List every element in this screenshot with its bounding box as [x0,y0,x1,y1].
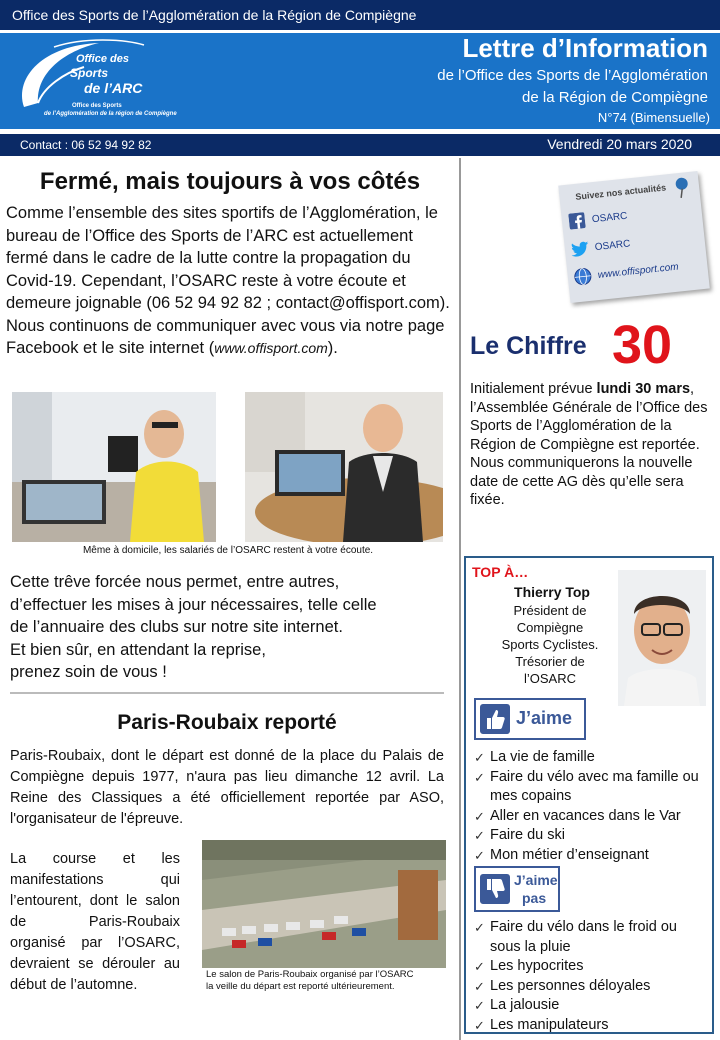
role-line-1: Président de [513,603,587,618]
logo-text-3: de l’ARC [84,80,143,96]
website-link[interactable]: www.offisport.com [214,340,328,356]
chiffre-label: Le Chiffre [470,332,587,360]
article-body-ferme [6,202,452,360]
list-item [474,826,710,846]
dislike-item-text: La jalousie [490,997,560,1013]
social-links-card [558,171,710,303]
top-person-name: Thierry Top [514,584,590,600]
treve-line-2: d’effectuer les mises à jour nécessaires, telle celle [10,595,377,614]
social-heading: Suivez nos actualités [574,182,667,202]
facebook-label: OSARC [591,210,628,225]
issue-number: N°74 (Bimensuelle) [597,110,710,125]
article-title-paris-roubaix: Paris-Roubaix reporté [117,711,337,734]
article-title-ferme: Fermé, mais toujours à vos côtés [39,168,421,195]
list-item [474,748,710,768]
issue-date: Vendredi 20 mars 2020 [547,136,692,152]
photo-employee-1 [12,392,216,542]
dislike-label-2: pas [522,890,547,906]
twitter-link[interactable] [570,234,631,258]
dislike-item-text: Faire du vélo dans le froid ou sous la pluie [490,919,677,955]
globe-icon [573,267,593,287]
chiffre-text-post: , l’Assemblée Générale de l’Office des Sports de l’Agglomération de la Région de Compiègne est reportée. Nous communiquerons la nouvelle date de cette AG dès qu’elle sera fixée. [470,381,708,508]
like-item-text: Faire du ski [490,827,565,843]
like-label: J’aime [516,708,573,728]
info-bar [0,134,720,156]
article-body-text: Comme l’ensemble des sites sportifs de l’Agglomération, le bureau de l’Office des Sports de l’ARC est actuellement fermé dans le cadre de la lutte contre la propagation du Covid-19. Cependant, l’OSARC reste à votre écoute et demeure joignable (06 52 94 92 82 ; contact@offisport.com). Nous continuons de communiquer avec vous via notre page Facebook et le site internet ( [6,204,450,357]
photo-caption-salon [206,969,446,993]
website-social-label: www.offisport.com [597,261,680,281]
checkmark-icon: ✓ [474,959,485,974]
treve-line-5: prenez soin de vous ! [10,663,167,681]
likes-list [474,748,710,865]
top-person-photo [618,570,706,706]
like-item-text: Aller en vacances dans le Var [490,807,681,824]
newsletter-subtitle-1: de l’Office des Sports de l’Agglomération [437,67,708,84]
article-body-treve [10,571,450,684]
checkmark-icon: ✓ [474,920,485,935]
checkmark-icon: ✓ [474,808,485,824]
org-topbar [0,0,720,30]
list-item [474,957,710,977]
logo-small-2: de l’Agglomération de la région de Compiègne [44,111,177,117]
org-name: Office des Sports de l’Agglomération de la Région de Compiègne [12,7,417,23]
role-line-2: Compiègne [516,620,584,635]
list-item [474,977,710,997]
checkmark-icon: ✓ [474,847,485,863]
top-a-box [464,556,714,1034]
article-body-paris-roubaix-2: La course et les manifestations qui l’entourent, dont le salon de Paris-Roubaix organisé par l’OSARC, devraient se dérouler au début de l’automne. [10,851,180,993]
chiffre-number: 30 [612,315,673,375]
dislike-label-1: J’aime [514,872,558,888]
role-line-3: Sports Cyclistes. [501,637,599,652]
top-a-title: TOP À… [472,564,529,580]
logo-text-2: Sports [70,66,109,80]
chiffre-text [470,380,710,510]
list-item [474,768,710,807]
logo-small-1: Office des Sports [72,103,122,109]
osarc-logo [14,37,184,123]
website-social-link[interactable] [573,258,679,287]
treve-line-4: Et bien sûr, en attendant la reprise, [10,640,266,659]
like-item-text: Mon métier d’enseignant [490,846,649,863]
list-item [474,807,710,827]
column-divider [459,158,461,1040]
contact-phone: Contact : 06 52 94 92 82 [20,138,152,152]
list-item [474,918,710,957]
treve-line-1: Cette trêve forcée nous permet, entre autres, [10,573,340,591]
role-line-5: l’OSARC [523,671,576,686]
like-item-text: La vie de famille [490,749,595,765]
checkmark-icon: ✓ [474,769,485,785]
caption-salon-line-1: Le salon de Paris-Roubaix organisé par l’OSARC [206,969,414,980]
dislikes-list [474,918,710,1035]
checkmark-icon: ✓ [474,828,485,843]
thumbs-down-icon [480,874,510,909]
newsletter-title: Lettre d’Information [462,33,708,63]
facebook-link[interactable] [567,207,628,231]
role-line-4: Trésorier de [515,654,585,669]
dislike-item-text: Les personnes déloyales [490,977,651,994]
header-banner [0,33,720,129]
treve-line-3: de l’annuaire des clubs sur notre site internet. [10,618,343,636]
photo-caption-employees: Même à domicile, les salariés de l’OSARC restent à votre écoute. [82,545,374,556]
checkmark-icon: ✓ [474,1017,485,1033]
dislike-badge [474,866,560,912]
dislike-item-text: Les hypocrites [490,958,584,974]
checkmark-icon: ✓ [474,750,485,765]
top-person-role [470,602,630,687]
checkmark-icon: ✓ [474,998,485,1013]
article-body-end: ). [327,339,338,357]
list-item [474,996,710,1016]
list-item [474,1016,710,1036]
photo-employee-2 [245,392,443,542]
newsletter-subtitle-2: de la Région de Compiègne [522,89,708,106]
photo-paris-roubaix-salon [202,840,446,968]
twitter-label: OSARC [594,237,631,253]
section-separator [10,692,444,694]
list-item [474,846,710,866]
pushpin-icon [672,176,693,205]
logo-text-1: Office des [76,53,129,65]
like-badge [474,698,586,740]
like-item-text: Faire du vélo avec ma famille ou mes copains [490,768,699,804]
dislike-item-text: Les manipulateurs [490,1016,609,1033]
facebook-icon [567,211,587,231]
caption-salon-line-2: la veille du départ est reporté ultérieurement. [206,981,395,992]
checkmark-icon: ✓ [474,978,485,994]
thumbs-up-icon [480,704,510,739]
chiffre-text-pre: Initialement prévue [470,381,597,397]
chiffre-text-bold: lundi 30 mars [596,381,691,397]
article-body-paris-roubaix: Paris-Roubaix, dont le départ est donné de la place du Palais de Compiègne depuis 1977, n'aura pas lieu dimanche 12 avril. La Reine des Classiques a été officiellement reportée par ASO, l'organisateur de l'épreuve. [10,748,444,827]
twitter-bird-icon [570,239,590,259]
